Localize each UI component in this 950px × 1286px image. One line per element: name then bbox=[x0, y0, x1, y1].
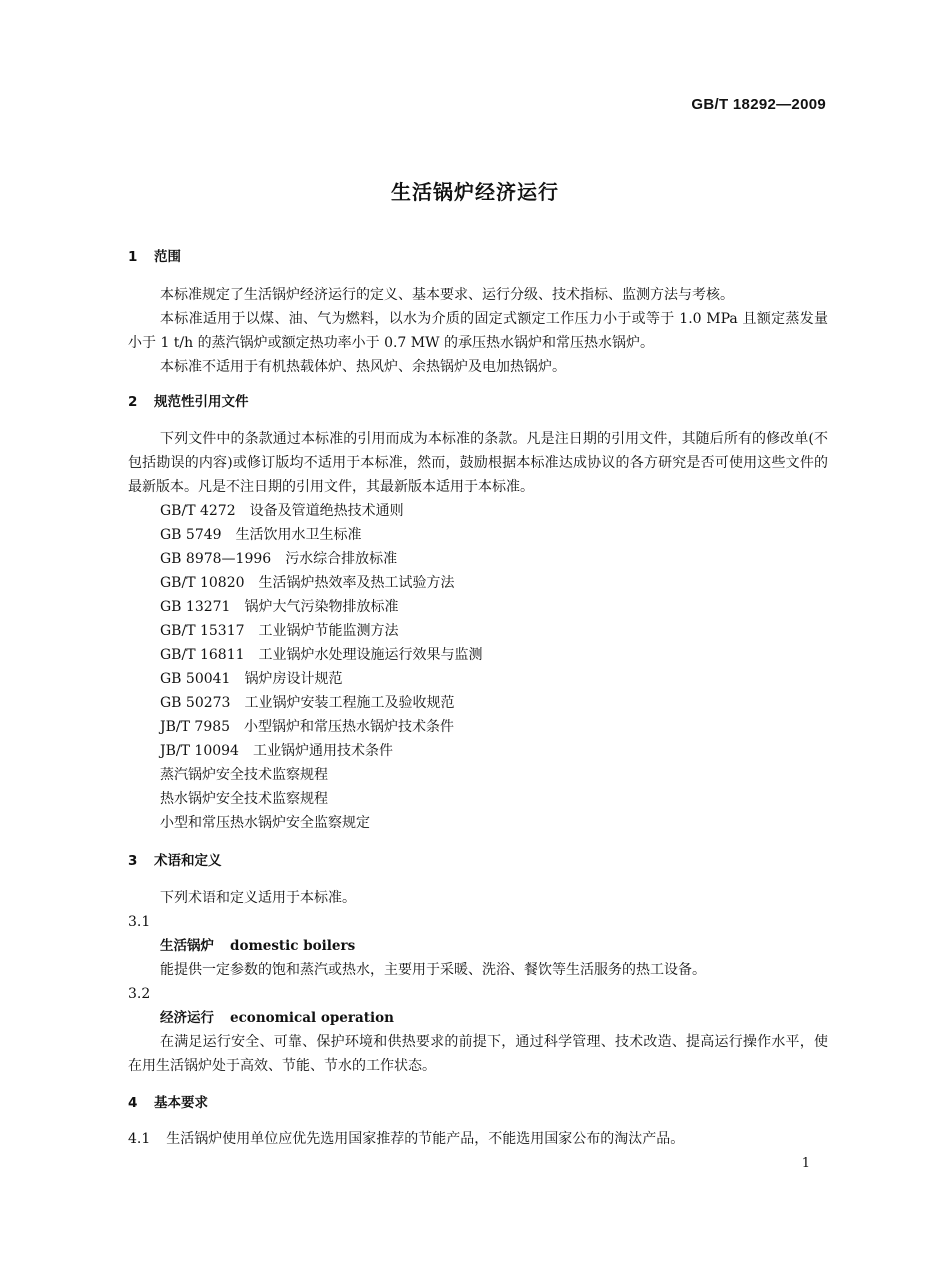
section-number: 3 bbox=[128, 853, 138, 869]
reference-name: 锅炉房设计规范 bbox=[244, 671, 343, 687]
reference-name: 热水锅炉安全技术监察规程 bbox=[160, 791, 328, 807]
clause-number: 4.1 bbox=[128, 1131, 151, 1147]
reference-name: 锅炉大气污染物排放标准 bbox=[244, 599, 399, 615]
reference-name: 工业锅炉安装工程施工及验收规范 bbox=[244, 695, 455, 711]
reference-name: 设备及管道绝热技术通则 bbox=[249, 503, 404, 519]
paragraph: 下列文件中的条款通过本标准的引用而成为本标准的条款。凡是注日期的引用文件，其随后所有的修改单(不包括勘误的内容)或修订版均不适用于本标准，然而，鼓励根据本标准达成协议的各方研究是否可使用这些文件的最新版本。凡是不注日期的引用文件，其最新版本适用于本标准。 bbox=[128, 431, 828, 495]
term-zh: 生活锅炉 bbox=[160, 938, 214, 954]
document-title: 生活锅炉经济运行 bbox=[391, 180, 559, 204]
reference-code: GB/T 16811 bbox=[160, 647, 245, 663]
term-en: economical operation bbox=[230, 1010, 394, 1026]
reference-item bbox=[128, 643, 828, 667]
section-3-body bbox=[128, 886, 828, 1078]
reference-name: 工业锅炉通用技术条件 bbox=[252, 743, 393, 759]
section-title: 规范性引用文件 bbox=[154, 394, 249, 410]
term-number: 3.2 bbox=[128, 986, 151, 1002]
reference-name: 污水综合排放标准 bbox=[285, 551, 398, 567]
term-zh: 经济运行 bbox=[160, 1010, 214, 1026]
section-3 bbox=[128, 849, 828, 873]
term-en: domestic boilers bbox=[230, 938, 356, 954]
reference-code: GB 13271 bbox=[160, 599, 231, 615]
reference-name: 小型锅炉和常压热水锅炉技术条件 bbox=[244, 719, 455, 735]
reference-item bbox=[128, 499, 828, 523]
term-definition: 能提供一定参数的饱和蒸汽或热水，主要用于采暖、洗浴、餐饮等生活服务的热工设备。 bbox=[160, 962, 706, 978]
section-heading bbox=[128, 245, 828, 269]
reference-code: GB/T 10820 bbox=[160, 575, 245, 591]
section-number: 4 bbox=[128, 1095, 138, 1111]
paragraph: 下列术语和定义适用于本标准。 bbox=[160, 890, 356, 906]
reference-item bbox=[128, 739, 828, 763]
section-number: 2 bbox=[128, 394, 138, 410]
reference-item bbox=[128, 787, 828, 811]
reference-code: JB/T 10094 bbox=[160, 743, 239, 759]
term-entry bbox=[128, 934, 828, 958]
section-number: 1 bbox=[128, 249, 138, 265]
section-heading bbox=[128, 849, 828, 873]
reference-item bbox=[128, 811, 828, 835]
section-heading bbox=[128, 1091, 828, 1115]
reference-name: 小型和常压热水锅炉安全监察规定 bbox=[160, 815, 370, 831]
section-heading bbox=[128, 390, 828, 414]
section-title: 范围 bbox=[154, 249, 181, 265]
reference-name: 蒸汽锅炉安全技术监察规程 bbox=[160, 767, 328, 783]
term-number: 3.1 bbox=[128, 914, 151, 930]
reference-code: GB 8978—1996 bbox=[160, 551, 272, 567]
reference-name: 工业锅炉水处理设施运行效果与监测 bbox=[258, 647, 483, 663]
section-title: 术语和定义 bbox=[154, 853, 222, 869]
section-1 bbox=[128, 245, 828, 269]
section-4-body bbox=[128, 1127, 828, 1151]
reference-item bbox=[128, 619, 828, 643]
reference-name: 生活锅炉热效率及热工试验方法 bbox=[258, 575, 455, 591]
reference-code: JB/T 7985 bbox=[160, 719, 231, 735]
section-2 bbox=[128, 390, 828, 414]
section-4 bbox=[128, 1091, 828, 1115]
section-1-body bbox=[128, 283, 828, 379]
paragraph: 本标准不适用于有机热载体炉、热风炉、余热锅炉及电加热锅炉。 bbox=[160, 359, 566, 375]
page-number: 1 bbox=[801, 1156, 810, 1171]
reference-code: GB 50273 bbox=[160, 695, 231, 711]
reference-name: 工业锅炉节能监测方法 bbox=[258, 623, 399, 639]
reference-item bbox=[128, 595, 828, 619]
clause-text: 生活锅炉使用单位应优先选用国家推荐的节能产品，不能选用国家公布的淘汰产品。 bbox=[166, 1131, 685, 1147]
reference-name: 生活饮用水卫生标准 bbox=[235, 527, 362, 543]
reference-item bbox=[128, 691, 828, 715]
reference-item bbox=[128, 547, 828, 571]
reference-code: GB/T 4272 bbox=[160, 503, 236, 519]
reference-code: GB 50041 bbox=[160, 671, 231, 687]
section-2-body bbox=[128, 427, 828, 835]
standard-number: GB/T 18292—2009 bbox=[691, 96, 826, 113]
reference-code: GB 5749 bbox=[160, 527, 222, 543]
paragraph: 本标准规定了生活锅炉经济运行的定义、基本要求、运行分级、技术指标、监测方法与考核。 bbox=[160, 287, 734, 303]
paragraph: 本标准适用于以煤、油、气为燃料，以水为介质的固定式额定工作压力小于或等于 1.0 MPa 且额定蒸发量小于 1 t/h 的蒸汽锅炉或额定热功率小于 0.7 MW 的承压热水锅炉和常压热水锅炉。 bbox=[128, 311, 828, 351]
reference-code: GB/T 15317 bbox=[160, 623, 245, 639]
reference-item bbox=[128, 715, 828, 739]
reference-item bbox=[128, 523, 828, 547]
reference-item bbox=[128, 763, 828, 787]
reference-item bbox=[128, 667, 828, 691]
term-definition: 在满足运行安全、可靠、保护环境和供热要求的前提下，通过科学管理、技术改造、提高运行操作水平，使在用生活锅炉处于高效、节能、节水的工作状态。 bbox=[128, 1034, 828, 1074]
term-entry bbox=[128, 1006, 828, 1030]
section-title: 基本要求 bbox=[154, 1095, 208, 1111]
clause bbox=[128, 1127, 828, 1151]
reference-item bbox=[128, 571, 828, 595]
